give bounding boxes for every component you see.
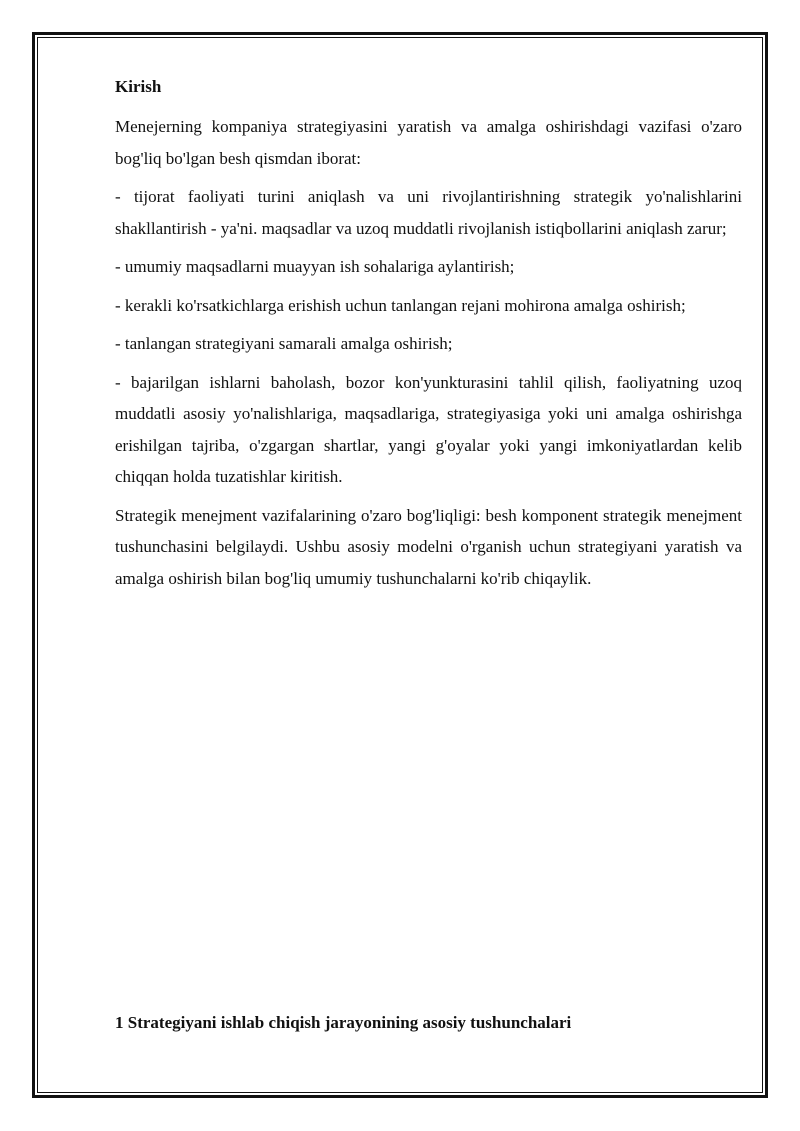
list-item-5: - bajarilgan ishlarni baholash, bozor kon'yunkturasini tahlil qilish, faoliyatning uzoq muddatli asosiy yo'nalishlariga, maqsadlariga, strategiyasiga yoki uni amalga oshirishga erishilgan tajriba, o'zgargan shartlar, yangi g'oyalar yoki yangi imkoniyatlardan kelib chiqqan holda tuzatishlar kiritish. <box>115 372 742 486</box>
document-body <box>115 74 742 601</box>
paragraph-conclusion: Strategik menejment vazifalarining o'zaro bog'liqligi: besh komponent strategik menejment tushunchasini belgilaydi. Ushbu asosiy modelni o'rganish uchun strategiyani yaratish va amalga oshirish bilan bog'liq umumiy tushunchalarni ko'rib chiqaylik. <box>115 505 742 588</box>
list-item-2: - umumiy maqsadlarni muayyan ish sohalariga aylantirish; <box>115 257 515 276</box>
list-item-1: - tijorat faoliyati turini aniqlash va uni rivojlantirishning strategik yo'nalishlarini shakllantirish - ya'ni. maqsadlar va uzoq muddatli rivojlanish istiqbollarini aniqlash zarur; <box>115 187 742 238</box>
heading-kirish: Kirish <box>115 77 162 96</box>
section-heading: 1 Strategiyani ishlab chiqish jarayonining asosiy tushunchalari <box>115 1013 572 1032</box>
paragraph-intro: Menejerning kompaniya strategiyasini yaratish va amalga oshirishdagi vazifasi o'zaro bog'liq bo'lgan besh qismdan iborat: <box>115 117 742 168</box>
list-item-3: - kerakli ko'rsatkichlarga erishish uchun tanlangan rejani mohirona amalga oshirish; <box>115 295 686 315</box>
list-item-4: - tanlangan strategiyani samarali amalga oshirish; <box>115 334 453 353</box>
